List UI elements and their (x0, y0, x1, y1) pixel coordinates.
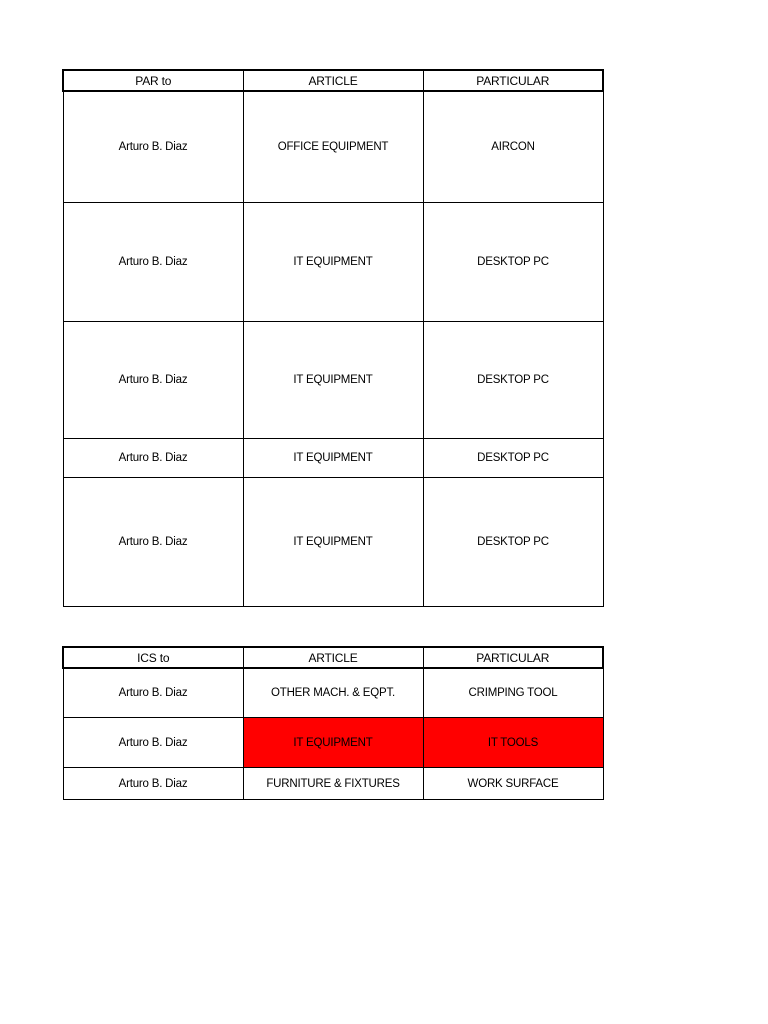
highlighted-article-cell: IT EQUIPMENT (243, 718, 423, 768)
article-cell: FURNITURE & FIXTURES (243, 768, 423, 800)
article-cell: IT EQUIPMENT (243, 439, 423, 478)
particular-cell: DESKTOP PC (423, 478, 603, 607)
ics-to-cell: Arturo B. Diaz (63, 718, 243, 768)
ics-to-cell: Arturo B. Diaz (63, 668, 243, 718)
particular-cell: DESKTOP PC (423, 439, 603, 478)
table-row (63, 718, 603, 768)
article-cell: OTHER MACH. & EQPT. (243, 668, 423, 718)
article-cell: IT EQUIPMENT (243, 203, 423, 322)
ics-to-cell: Arturo B. Diaz (63, 768, 243, 800)
par-to-header: PAR to (63, 70, 243, 91)
article-header: ARTICLE (243, 70, 423, 91)
table-row (63, 203, 603, 322)
ics-table (62, 646, 604, 800)
particular-cell: DESKTOP PC (423, 203, 603, 322)
table-row (63, 322, 603, 439)
par-to-cell: Arturo B. Diaz (63, 478, 243, 607)
table-row (63, 768, 603, 800)
article-cell: IT EQUIPMENT (243, 322, 423, 439)
particular-cell: WORK SURFACE (423, 768, 603, 800)
highlighted-particular-cell: IT TOOLS (423, 718, 603, 768)
par-to-cell: Arturo B. Diaz (63, 439, 243, 478)
ics-header-row (63, 647, 603, 668)
article-header: ARTICLE (243, 647, 423, 668)
table-row (63, 91, 603, 203)
par-to-cell: Arturo B. Diaz (63, 91, 243, 203)
particular-cell: DESKTOP PC (423, 322, 603, 439)
particular-header: PARTICULAR (423, 70, 603, 91)
par-header-row (63, 70, 603, 91)
particular-cell: CRIMPING TOOL (423, 668, 603, 718)
table-row (63, 478, 603, 607)
article-cell: OFFICE EQUIPMENT (243, 91, 423, 203)
par-to-cell: Arturo B. Diaz (63, 322, 243, 439)
ics-to-header: ICS to (63, 647, 243, 668)
article-cell: IT EQUIPMENT (243, 478, 423, 607)
par-to-cell: Arturo B. Diaz (63, 203, 243, 322)
par-table (62, 69, 604, 607)
table-row (63, 439, 603, 478)
table-row (63, 668, 603, 718)
particular-header: PARTICULAR (423, 647, 603, 668)
particular-cell: AIRCON (423, 91, 603, 203)
